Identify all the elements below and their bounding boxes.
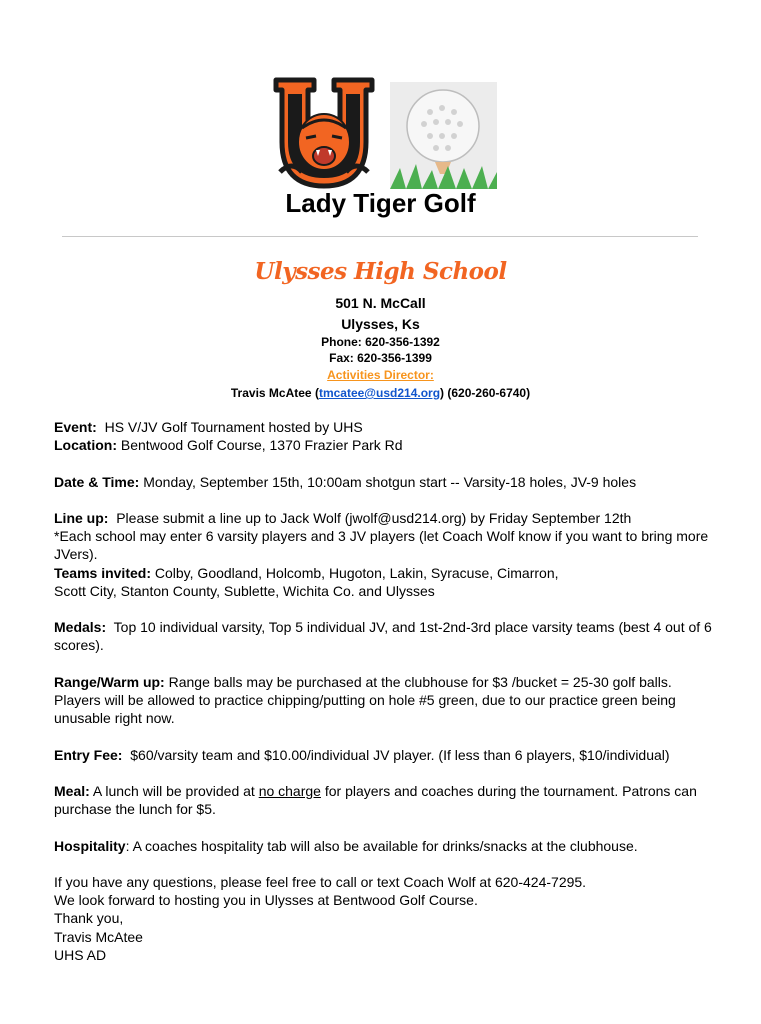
lineup-note: *Each school may enter 6 varsity players and 3 JV players (let Coach Wolf know if you want to bring more JVers). bbox=[54, 528, 709, 563]
range-line: Range/Warm up: Range balls may be purchased at the clubhouse for $3 /bucket = 25-30 golf balls. Players will be allowed to practice chipping/putting on hole #5 green, due to our practice green being unusable right now. bbox=[54, 673, 676, 727]
event-line: Event: HS V/JV Golf Tournament hosted by UHS bbox=[54, 419, 363, 435]
ad-name: Travis McAtee bbox=[230, 386, 312, 400]
golf-ball-image bbox=[390, 82, 497, 189]
school-city: Ulysses, Ks bbox=[341, 316, 420, 332]
hospitality-line: Hospitality: A coaches hospitality tab will also be available for drinks/snacks at the clubhouse. bbox=[54, 837, 638, 854]
closing-line-2: We look forward to hosting you in Ulysses at Bentwood Golf Course. bbox=[54, 892, 478, 909]
divider bbox=[62, 236, 698, 237]
closing-line-1: If you have any questions, please feel free to call or text Coach Wolf at 620-424-7295. bbox=[54, 873, 587, 890]
school-address: 501 N. McCall bbox=[335, 295, 426, 311]
medals-line: Medals: Top 10 individual varsity, Top 5 individual JV, and 1st-2nd-3rd place varsity teams (best 4 out of 6 scores). bbox=[54, 619, 712, 654]
school-name: Ulysses High School bbox=[254, 258, 507, 285]
datetime-line: Date & Time: Monday, September 15th, 10:00am shotgun start -- Varsity-18 holes, JV-9 holes bbox=[54, 473, 637, 490]
ad-phone: (620-260-6740) bbox=[447, 386, 531, 400]
tiger-u-logo bbox=[272, 76, 376, 192]
logo-area bbox=[272, 76, 502, 192]
activities-director-label: Activities Director: bbox=[327, 368, 434, 382]
closing-line-3: Thank you, bbox=[54, 910, 124, 927]
tournament-details bbox=[54, 418, 714, 964]
teams-line-2: Scott City, Stanton County, Sublette, Wichita Co. and Ulysses bbox=[54, 582, 435, 599]
meal-line: Meal: A lunch will be provided at no charge for players and coaches during the tournament. Patrons can purchase the lunch for $5. bbox=[54, 782, 697, 818]
school-fax: Fax: 620-356-1399 bbox=[329, 351, 432, 365]
fee-line: Entry Fee: $60/varsity team and $10.00/individual JV player. (If less than 6 players, $10/individual) bbox=[54, 746, 670, 763]
location-line: Location: Bentwood Golf Course, 1370 Frazier Park Rd bbox=[54, 437, 403, 454]
signature-title: UHS AD bbox=[54, 946, 107, 963]
signature-name: Travis McAtee bbox=[54, 928, 143, 945]
page-title: Lady Tiger Golf bbox=[285, 188, 476, 218]
school-phone: Phone: 620-356-1392 bbox=[321, 335, 440, 349]
teams-line: Teams invited: Colby, Goodland, Holcomb, Hugoton, Lakin, Syracuse, Cimarron, bbox=[54, 564, 559, 581]
activities-director-contact: Travis McAtee (tmcatee@usd214.org) (620-260-6740) bbox=[230, 386, 531, 400]
ad-email-link[interactable]: tmcatee@usd214.org bbox=[318, 386, 441, 400]
lineup-line: Line up: Please submit a line up to Jack Wolf (jwolf@usd214.org) by Friday September 12th bbox=[54, 509, 632, 526]
